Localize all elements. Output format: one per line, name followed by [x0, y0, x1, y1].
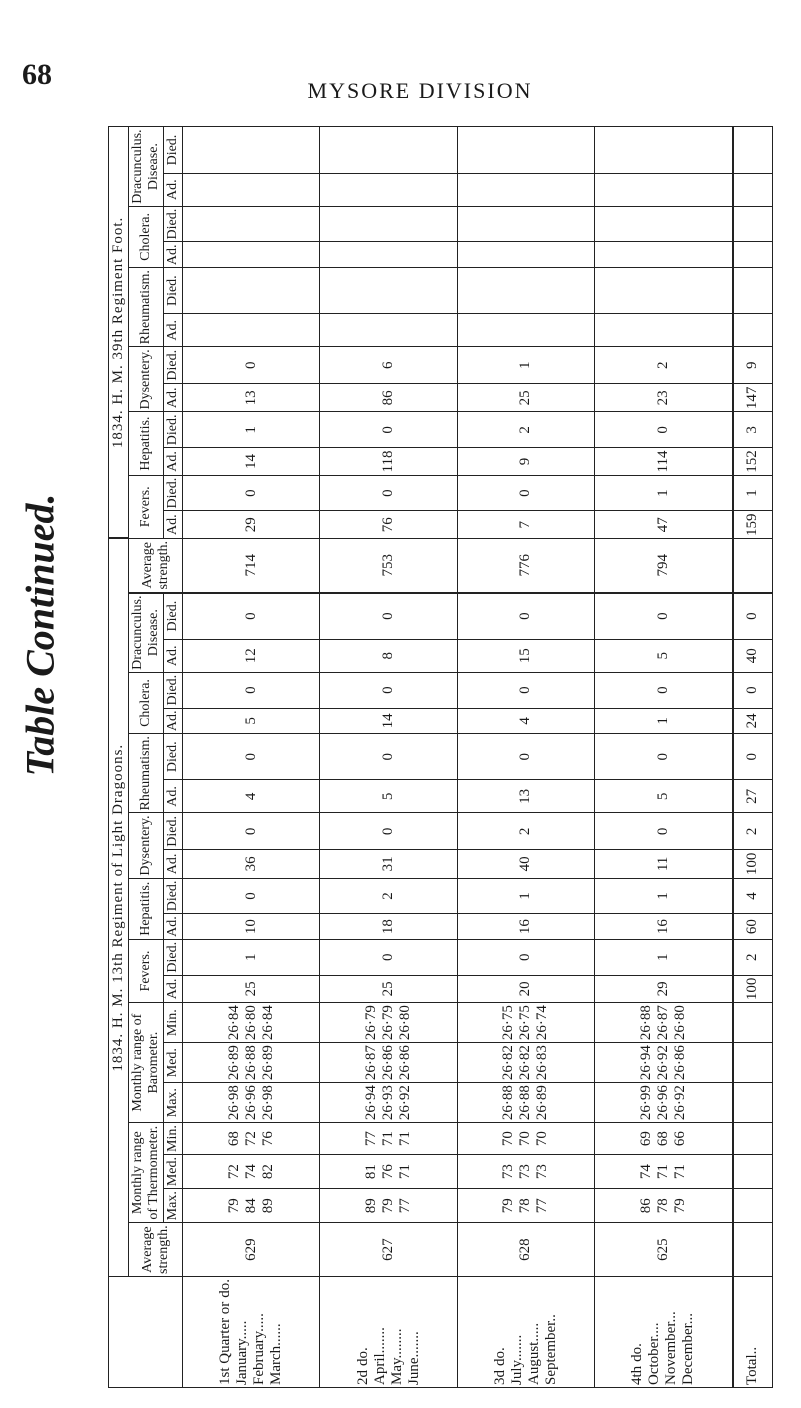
- a-disease-value: 14: [320, 708, 457, 734]
- b-disease-2: Dysentery.: [129, 347, 164, 412]
- a-disease-value: 5: [183, 708, 320, 734]
- caption-text: Table Continued.: [17, 493, 63, 777]
- a-disease-value: 4: [183, 780, 320, 813]
- a-disease-value: 16: [457, 914, 594, 940]
- a-strength-header: Average strength.: [129, 1223, 183, 1277]
- quarter-sep: do.: [217, 1278, 234, 1298]
- a-total-value: 24: [733, 708, 773, 734]
- total-row: [733, 127, 773, 1388]
- a-disease-value: 0: [183, 593, 320, 640]
- header-row-groups: [109, 127, 129, 1388]
- a-disease-value: 10: [183, 914, 320, 940]
- header-row-columns: [129, 127, 164, 1388]
- weather-total-blank: [733, 1003, 773, 1043]
- b-total-value: [733, 173, 773, 206]
- b-disease-value: [595, 314, 733, 347]
- baro-max-cell: 26·98 26·96 26·98: [183, 1083, 320, 1123]
- b-strength-total-blank: [733, 538, 773, 592]
- therm-max-cell: 89 79 77: [320, 1189, 457, 1223]
- b-disease-value: 114: [595, 448, 733, 476]
- month-label: June.......: [405, 1331, 422, 1385]
- therm-med-cell: 72 74 82: [183, 1154, 320, 1188]
- weather-total-blank: [733, 1123, 773, 1155]
- a-disease-value: 18: [320, 914, 457, 940]
- sub-admitted: Ad.: [164, 780, 183, 813]
- running-head: MYSORE DIVISION: [307, 78, 533, 103]
- sub-died: Died.: [164, 939, 183, 975]
- month-label: October....: [646, 1322, 663, 1385]
- weather-total-blank: [733, 1083, 773, 1123]
- a-disease-value: 1: [183, 939, 320, 975]
- a-disease-value: 5: [595, 780, 733, 813]
- baro-max-cell: 26·94 26·93 26·92: [320, 1083, 457, 1123]
- b-disease-value: [595, 268, 733, 314]
- b-disease-value: 14: [183, 448, 320, 476]
- b-strength-cell: 776: [457, 538, 594, 592]
- sub-admitted: Ad.: [164, 511, 183, 539]
- page-number: 68: [22, 58, 52, 91]
- a-strength-cell: 629: [183, 1223, 320, 1277]
- a-disease-value: 0: [457, 672, 594, 708]
- b-disease-value: [183, 268, 320, 314]
- month-label: January.....: [234, 1320, 251, 1385]
- b-disease-4: Cholera.: [129, 206, 164, 267]
- sub-admitted: Ad.: [164, 914, 183, 940]
- baro-min-cell: 26·88 26·87 26·80: [595, 1003, 733, 1043]
- a-total-value: 2: [733, 813, 773, 850]
- sub-admitted: Ad.: [164, 975, 183, 1003]
- group-b-header: 1834. H. M. 39th Regiment Foot.: [109, 127, 129, 538]
- a-disease-value: 0: [595, 593, 733, 640]
- sub-died: Died.: [164, 475, 183, 511]
- a-disease-value: 1: [595, 939, 733, 975]
- therm-max-cell: 79 78 77: [457, 1189, 594, 1223]
- b-disease-value: 0: [457, 475, 594, 511]
- sub-died: Died.: [164, 734, 183, 780]
- b-disease-value: 7: [457, 511, 594, 539]
- b-total-value: [733, 268, 773, 314]
- b-disease-value: 0: [320, 475, 457, 511]
- b-disease-value: 2: [457, 412, 594, 448]
- b-disease-value: [457, 173, 594, 206]
- b-disease-value: 13: [183, 384, 320, 412]
- month-label: May........: [388, 1328, 405, 1385]
- b-total-value: [733, 127, 773, 173]
- b-disease-value: [320, 173, 457, 206]
- sub-max: Max.: [164, 1189, 183, 1223]
- a-disease-value: 15: [457, 639, 594, 672]
- b-disease-value: 1: [183, 412, 320, 448]
- b-strength-cell: 794: [595, 538, 733, 592]
- b-disease-0: Fevers.: [129, 475, 164, 538]
- b-disease-value: 1: [457, 347, 594, 384]
- period-header: [109, 1276, 183, 1387]
- barometer-header: Monthly range of Barometer.: [129, 1003, 164, 1123]
- a-disease-value: 4: [457, 708, 594, 734]
- a-total-value: 0: [733, 734, 773, 780]
- month-label: September..: [542, 1314, 559, 1385]
- month-label: November...: [663, 1311, 680, 1385]
- month-label: August.....: [525, 1322, 542, 1385]
- a-total-value: 0: [733, 672, 773, 708]
- mortality-table: [108, 126, 773, 1388]
- baro-med-cell: 26·89 26·88 26·89: [183, 1043, 320, 1083]
- a-disease-value: 40: [457, 850, 594, 878]
- sub-max: Max.: [164, 1083, 183, 1123]
- b-disease-value: [457, 314, 594, 347]
- a-strength-cell: 625: [595, 1223, 733, 1277]
- a-disease-value: 2: [320, 878, 457, 914]
- a-disease-value: 2: [457, 813, 594, 850]
- a-total-value: 100: [733, 850, 773, 878]
- quarter-label: 3d: [491, 1370, 508, 1385]
- b-disease-value: 47: [595, 511, 733, 539]
- period-cell: [595, 1276, 733, 1387]
- b-strength-header: Average strength.: [129, 538, 183, 592]
- a-disease-4: Cholera.: [129, 672, 164, 733]
- b-disease-value: [595, 242, 733, 268]
- b-total-value: 152: [733, 448, 773, 476]
- a-disease-value: 36: [183, 850, 320, 878]
- b-total-value: 1: [733, 475, 773, 511]
- b-disease-value: [595, 127, 733, 173]
- sub-admitted: Ad.: [164, 173, 183, 206]
- b-total-value: [733, 242, 773, 268]
- table-wrapper: [108, 128, 773, 1388]
- period-cell: [183, 1276, 320, 1387]
- a-disease-value: 31: [320, 850, 457, 878]
- a-disease-value: 0: [183, 813, 320, 850]
- month-label: December...: [680, 1312, 697, 1385]
- therm-med-cell: 81 76 71: [320, 1154, 457, 1188]
- b-disease-value: 0: [183, 475, 320, 511]
- therm-min-cell: 77 71 71: [320, 1123, 457, 1155]
- thermometer-header: Monthly range of Thermometer.: [129, 1123, 164, 1223]
- b-disease-value: 23: [595, 384, 733, 412]
- table-row: [595, 127, 733, 1388]
- baro-min-cell: 26·84 26·80 26·84: [183, 1003, 320, 1043]
- a-strength-cell: 628: [457, 1223, 594, 1277]
- group-a-header: 1834. H. M. 13th Regiment of Light Dragoons.: [109, 538, 129, 1276]
- a-disease-value: 0: [320, 813, 457, 850]
- b-disease-value: [183, 173, 320, 206]
- b-disease-value: [320, 127, 457, 173]
- a-disease-5: Dracunculus. Disease.: [129, 593, 164, 673]
- b-disease-value: 6: [320, 347, 457, 384]
- month-label: July.......: [508, 1334, 525, 1385]
- b-disease-value: [320, 206, 457, 242]
- month-label: February.....: [251, 1313, 268, 1385]
- a-strength-cell: 627: [320, 1223, 457, 1277]
- b-disease-value: [595, 206, 733, 242]
- b-disease-value: 2: [595, 347, 733, 384]
- b-disease-value: [320, 242, 457, 268]
- quarter-sep: do.: [629, 1343, 646, 1362]
- baro-med-cell: 26·87 26·86 26·86: [320, 1043, 457, 1083]
- a-disease-value: 13: [457, 780, 594, 813]
- weather-total-blank: [733, 1154, 773, 1188]
- a-disease-value: 20: [457, 975, 594, 1003]
- a-total-value: 100: [733, 975, 773, 1003]
- baro-max-cell: 26·99 26·96 26·92: [595, 1083, 733, 1123]
- a-disease-value: 1: [457, 878, 594, 914]
- baro-max-cell: 26·88 26·88 26·89: [457, 1083, 594, 1123]
- b-disease-1: Hepatitis.: [129, 412, 164, 475]
- sub-died: Died.: [164, 268, 183, 314]
- sub-admitted: Ad.: [164, 242, 183, 268]
- baro-min-cell: 26·79 26·79 26·80: [320, 1003, 457, 1043]
- period-cell: [457, 1276, 594, 1387]
- a-disease-value: 11: [595, 850, 733, 878]
- a-disease-value: 0: [595, 672, 733, 708]
- baro-min-cell: 26·75 26·75 26·74: [457, 1003, 594, 1043]
- baro-med-cell: 26·82 26·82 26·83: [457, 1043, 594, 1083]
- therm-min-cell: 68 72 76: [183, 1123, 320, 1155]
- b-disease-value: [457, 206, 594, 242]
- b-disease-value: 25: [457, 384, 594, 412]
- weather-total-blank: [733, 1189, 773, 1223]
- table-row: [183, 127, 320, 1388]
- sub-died: Died.: [164, 412, 183, 448]
- sub-died: Died.: [164, 206, 183, 242]
- sub-med: Med.: [164, 1043, 183, 1083]
- a-disease-value: 12: [183, 639, 320, 672]
- sub-died: Died.: [164, 127, 183, 173]
- a-disease-value: 5: [595, 639, 733, 672]
- a-disease-value: 0: [183, 734, 320, 780]
- b-total-value: 159: [733, 511, 773, 539]
- a-disease-value: 0: [320, 734, 457, 780]
- sub-died: Died.: [164, 593, 183, 640]
- sub-med: Med.: [164, 1154, 183, 1188]
- sub-admitted: Ad.: [164, 639, 183, 672]
- a-total-value: 2: [733, 939, 773, 975]
- b-disease-value: [320, 268, 457, 314]
- b-disease-value: [183, 242, 320, 268]
- b-disease-value: 29: [183, 511, 320, 539]
- sub-died: Died.: [164, 347, 183, 384]
- sub-min: Min.: [164, 1123, 183, 1155]
- a-disease-value: 0: [183, 672, 320, 708]
- month-label: March......: [268, 1323, 285, 1385]
- b-disease-value: [595, 173, 733, 206]
- b-disease-value: [457, 242, 594, 268]
- month-label: April.......: [371, 1327, 388, 1385]
- rotated-table-frame: [108, 128, 773, 1388]
- a-disease-value: 0: [457, 593, 594, 640]
- b-disease-value: [183, 127, 320, 173]
- b-disease-value: 9: [457, 448, 594, 476]
- therm-min-cell: 69 68 66: [595, 1123, 733, 1155]
- quarter-label: 4th: [629, 1365, 646, 1385]
- header-row-sub: [164, 127, 183, 1388]
- therm-med-cell: 74 71 71: [595, 1154, 733, 1188]
- table-row: [457, 127, 594, 1388]
- table-row: [320, 127, 457, 1388]
- table-body: [183, 127, 773, 1388]
- b-disease-3: Rheumatism.: [129, 268, 164, 347]
- sub-admitted: Ad.: [164, 708, 183, 734]
- b-total-value: 3: [733, 412, 773, 448]
- a-disease-value: 0: [320, 593, 457, 640]
- a-total-value: 4: [733, 878, 773, 914]
- sub-admitted: Ad.: [164, 850, 183, 878]
- a-disease-value: 25: [320, 975, 457, 1003]
- quarter-sep: do.: [354, 1347, 371, 1366]
- b-disease-value: [320, 314, 457, 347]
- b-disease-value: 86: [320, 384, 457, 412]
- a-disease-0: Fevers.: [129, 939, 164, 1002]
- period-cell: [320, 1276, 457, 1387]
- a-total-value: 0: [733, 593, 773, 640]
- sub-admitted: Ad.: [164, 314, 183, 347]
- a-disease-1: Hepatitis.: [129, 878, 164, 939]
- a-disease-value: 8: [320, 639, 457, 672]
- a-strength-total-blank: [733, 1223, 773, 1277]
- a-disease-2: Dysentery.: [129, 813, 164, 878]
- sub-died: Died.: [164, 878, 183, 914]
- table-caption: [10, 410, 70, 860]
- sub-admitted: Ad.: [164, 384, 183, 412]
- therm-max-cell: 79 84 89: [183, 1189, 320, 1223]
- a-disease-value: 5: [320, 780, 457, 813]
- b-disease-value: [183, 206, 320, 242]
- weather-total-blank: [733, 1043, 773, 1083]
- sub-min: Min.: [164, 1003, 183, 1043]
- b-disease-value: 1: [595, 475, 733, 511]
- a-total-value: 40: [733, 639, 773, 672]
- a-disease-value: 25: [183, 975, 320, 1003]
- b-disease-value: 76: [320, 511, 457, 539]
- baro-med-cell: 26·94 26·92 26·86: [595, 1043, 733, 1083]
- b-disease-value: [183, 314, 320, 347]
- a-disease-value: 0: [595, 813, 733, 850]
- b-strength-cell: 714: [183, 538, 320, 592]
- a-disease-value: 0: [183, 878, 320, 914]
- a-disease-value: 0: [320, 939, 457, 975]
- sub-died: Died.: [164, 813, 183, 850]
- a-disease-value: 0: [595, 734, 733, 780]
- b-disease-value: 118: [320, 448, 457, 476]
- b-strength-cell: 753: [320, 538, 457, 592]
- b-disease-value: 0: [183, 347, 320, 384]
- a-total-value: 27: [733, 780, 773, 813]
- b-total-value: [733, 314, 773, 347]
- quarter-label: 1st Quarter or: [217, 1301, 234, 1385]
- therm-min-cell: 70 70 70: [457, 1123, 594, 1155]
- b-disease-value: [457, 127, 594, 173]
- b-disease-value: [457, 268, 594, 314]
- a-disease-3: Rheumatism.: [129, 734, 164, 813]
- quarter-sep: do.: [491, 1347, 508, 1366]
- a-disease-value: 1: [595, 708, 733, 734]
- quarter-label: 2d: [354, 1370, 371, 1385]
- a-disease-value: 0: [457, 734, 594, 780]
- b-total-value: 147: [733, 384, 773, 412]
- a-disease-value: 1: [595, 878, 733, 914]
- a-disease-value: 29: [595, 975, 733, 1003]
- sub-admitted: Ad.: [164, 448, 183, 476]
- b-total-value: 9: [733, 347, 773, 384]
- a-disease-value: 0: [320, 672, 457, 708]
- therm-max-cell: 86 78 79: [595, 1189, 733, 1223]
- b-total-value: [733, 206, 773, 242]
- b-disease-value: 0: [595, 412, 733, 448]
- therm-med-cell: 73 73 73: [457, 1154, 594, 1188]
- total-label: Total..: [733, 1276, 773, 1387]
- a-total-value: 60: [733, 914, 773, 940]
- sub-died: Died.: [164, 672, 183, 708]
- a-disease-value: 16: [595, 914, 733, 940]
- b-disease-5: Dracunculus. Disease.: [129, 127, 164, 206]
- b-disease-value: 0: [320, 412, 457, 448]
- a-disease-value: 0: [457, 939, 594, 975]
